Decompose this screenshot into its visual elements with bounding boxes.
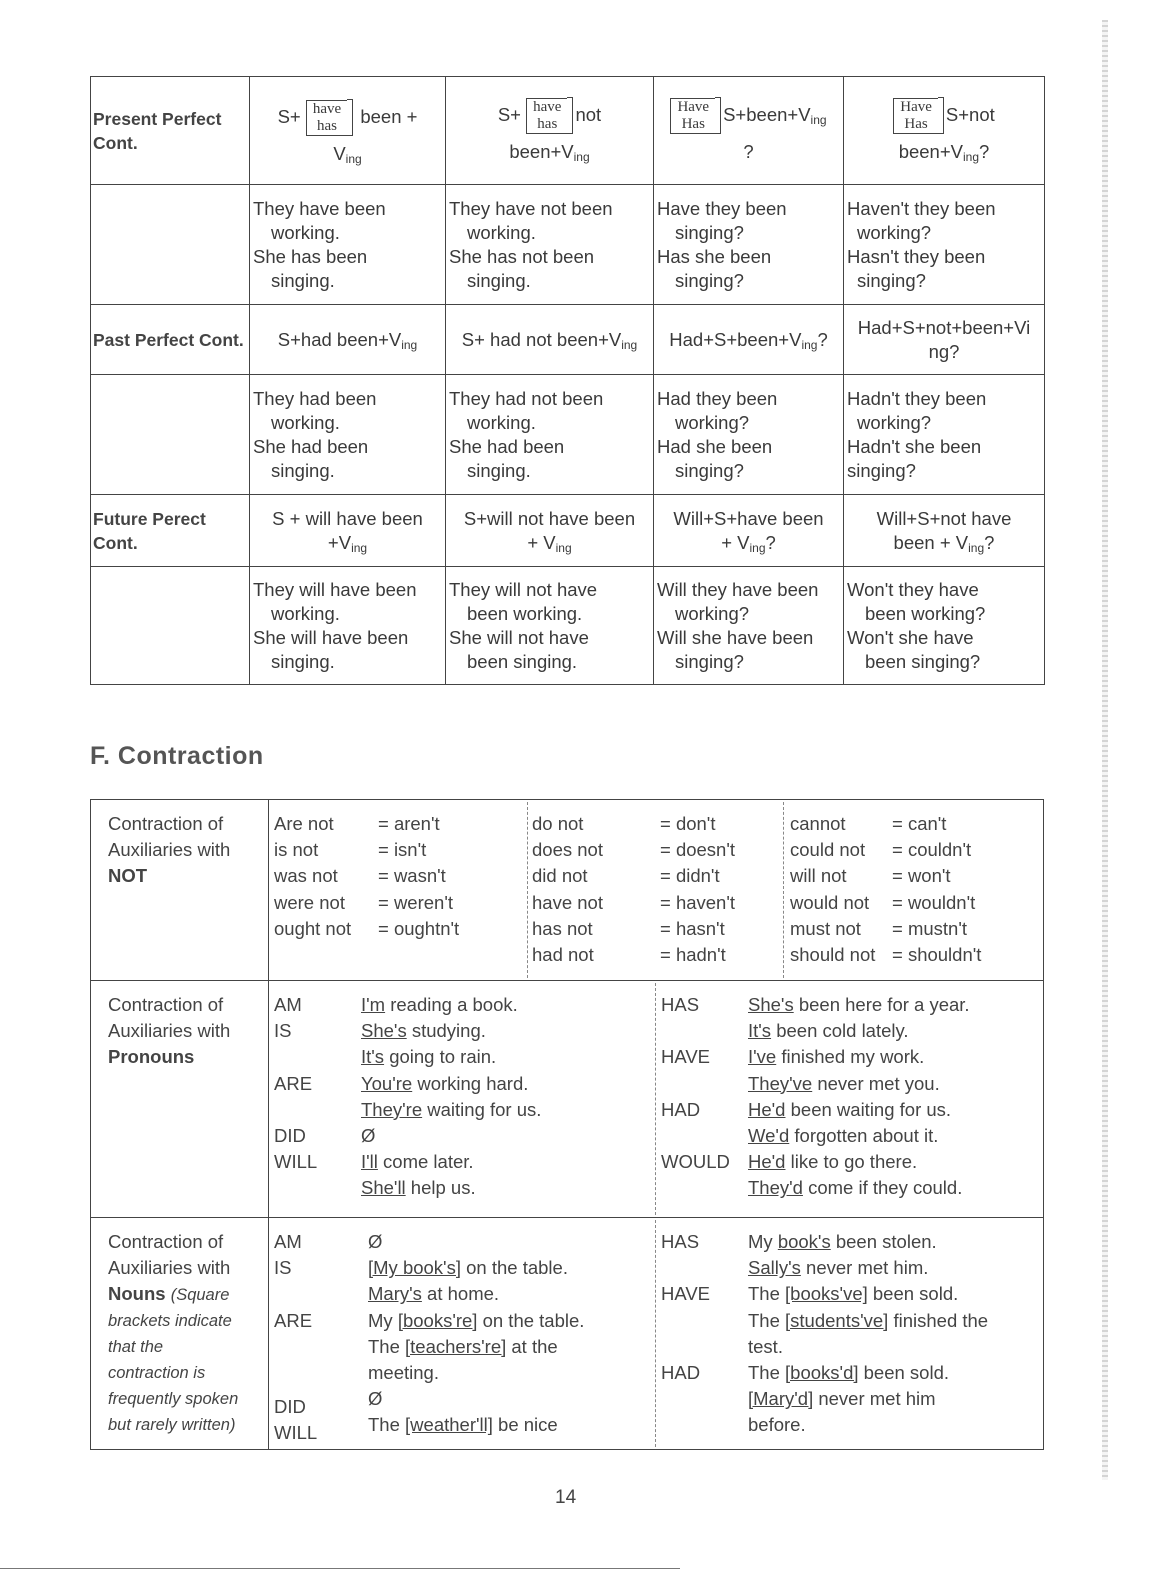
row-label: Contraction of Auxiliaries with Pronouns	[108, 994, 231, 1067]
table-row	[91, 77, 1045, 185]
formula-negative: S+will not have been + $V_{ing}$	[446, 495, 654, 567]
contraction-term: do not	[532, 813, 584, 834]
example-sentence: It's going to rain.	[361, 1046, 497, 1068]
contraction-result: = couldn't	[892, 839, 972, 861]
example-sentence: The [weather'll] be nice	[368, 1414, 558, 1436]
example-cell: They have been working. She has been singing.	[250, 185, 446, 305]
example-sentence: before.	[748, 1414, 806, 1436]
auxiliary-label: WILL	[274, 1422, 318, 1444]
scan-bottom-line	[0, 1568, 680, 1569]
auxiliary-label: WOULD	[661, 1151, 730, 1173]
contraction-result: = oughtn't	[378, 917, 460, 939]
auxiliary-label: HAS	[661, 1231, 700, 1252]
example-sentence: I'll come later.	[361, 1151, 474, 1173]
contraction-result: = mustn't	[892, 917, 967, 939]
page-number: 14	[555, 1487, 577, 1508]
tense-label: Present Perfect Cont.	[91, 77, 250, 185]
contraction-term: is not	[274, 839, 319, 861]
auxiliary-label: HAS	[661, 994, 700, 1015]
scan-edge	[1102, 20, 1108, 1480]
contraction-term: have not	[532, 891, 603, 913]
formula-negative-question: Have Has S+not $been+V_{ing}$?	[844, 77, 1045, 185]
example-cell: They will have been working. She will have been singing.	[250, 567, 446, 685]
contraction-result: = didn't	[660, 865, 720, 887]
contraction-term: ought not	[274, 917, 352, 939]
example-cell: They have not been working. She has not been singing.	[446, 185, 654, 305]
formula-question: Will+S+have been + $V_{ing}$?	[654, 495, 844, 567]
example-sentence: He'd like to go there.	[748, 1151, 918, 1173]
example-sentence: They've never met you.	[748, 1072, 940, 1094]
formula-negative: S+ have has not $been+V_{ing}$	[446, 77, 654, 185]
contraction-result: = can't	[892, 813, 947, 834]
formula-negative: S+ had not $been+V_{ing}$	[446, 305, 654, 375]
contraction-term: Are not	[274, 813, 334, 834]
contraction-result: = isn't	[378, 839, 427, 861]
section-heading: F. Contraction	[90, 742, 264, 770]
contraction-result: = won't	[892, 865, 951, 887]
table-row	[91, 495, 1045, 567]
example-sentence: My [books're] on the table.	[368, 1309, 585, 1331]
example-sentence: The [books've] been sold.	[748, 1283, 959, 1305]
auxiliary-label: HAVE	[661, 1046, 711, 1068]
auxiliary-label: DID	[274, 1396, 306, 1418]
example-sentence: test.	[748, 1335, 783, 1357]
example-sentence: They'd come if they could.	[748, 1177, 963, 1199]
contraction-result: = weren't	[378, 891, 454, 913]
contraction-term: does not	[532, 839, 603, 861]
example-sentence: Mary's at home.	[368, 1283, 500, 1305]
example-sentence: [Mary'd] never met him	[748, 1388, 936, 1410]
contraction-result: = haven't	[660, 891, 736, 913]
table-row	[91, 567, 1045, 685]
example-cell: They will not have been working. She will not have been singing.	[446, 567, 654, 685]
contraction-result: = doesn't	[660, 839, 736, 861]
table-row	[91, 305, 1045, 375]
contraction-term: must not	[790, 917, 861, 939]
example-sentence: The [books'd] been sold.	[748, 1362, 950, 1383]
auxiliary-label: HAD	[661, 1362, 701, 1383]
example-cell: Had they been working? Had she been singing?	[654, 375, 844, 495]
contraction-result: = wasn't	[378, 865, 446, 887]
example-sentence: Ø	[361, 1125, 376, 1146]
contraction-row-not	[91, 800, 1043, 980]
formula-affirmative: S + will have been $+V_{ing}$	[250, 495, 446, 567]
contraction-term: did not	[532, 865, 588, 887]
example-sentence: The [teachers're] at the	[368, 1335, 558, 1357]
example-sentence: My book's been stolen.	[748, 1231, 937, 1252]
auxiliary-label: ARE	[274, 1309, 313, 1331]
example-cell: Have they been singing? Has she been singing?	[654, 185, 844, 305]
table-row	[91, 185, 1045, 305]
example-sentence: Sally's never met him.	[748, 1257, 929, 1279]
formula-negative-question: Had+S+not+been+Vi ng?	[844, 305, 1045, 375]
example-sentence: She's been here for a year.	[748, 994, 970, 1015]
contraction-term: cannot	[790, 813, 846, 834]
example-cell: They had not been working. She had been singing.	[446, 375, 654, 495]
formula-negative-question: Will+S+not have been + $V_{ing}$?	[844, 495, 1045, 567]
tense-label: Future Perect Cont.	[91, 495, 250, 567]
example-sentence: Ø	[368, 1388, 383, 1410]
example-sentence: She'll help us.	[361, 1177, 476, 1199]
contraction-result: = aren't	[378, 813, 440, 834]
row-label: Contraction of Auxiliaries with Nouns (Square brackets indicate that the contraction is frequently spoken but rarely written)	[108, 1231, 239, 1434]
contraction-result: = hasn't	[660, 917, 725, 939]
example-cell: They had been working. She had been singing.	[250, 375, 446, 495]
contraction-result: = hadn't	[660, 944, 726, 965]
example-sentence: He'd been waiting for us.	[748, 1098, 952, 1120]
example-sentence: I'm reading a book.	[361, 994, 518, 1015]
example-sentence: We'd forgotten about it.	[748, 1125, 939, 1146]
contraction-term: will not	[790, 865, 847, 887]
formula-affirmative: S+ have has been + $V_{ing}$	[250, 77, 446, 185]
contraction-result: = shouldn't	[892, 944, 982, 965]
auxiliary-label: HAVE	[661, 1283, 711, 1305]
tense-label: Past Perfect Cont.	[91, 305, 250, 375]
formula-question: $Had+S+been+V_{ing}$?	[654, 305, 844, 375]
example-sentence: meeting.	[368, 1362, 439, 1383]
example-cell: Hadn't they been working? Hadn't she been singing?	[844, 375, 1045, 495]
example-sentence: [My book's] on the table.	[368, 1257, 568, 1279]
contraction-term: should not	[790, 944, 876, 965]
example-sentence: You're working hard.	[361, 1072, 529, 1094]
contraction-term: could not	[790, 839, 866, 861]
contraction-term: would not	[790, 891, 870, 913]
contraction-row-nouns	[91, 1217, 1043, 1449]
auxiliary-label: IS	[274, 1257, 292, 1279]
example-sentence: It's been cold lately.	[748, 1020, 909, 1042]
example-sentence: She's studying.	[361, 1020, 486, 1042]
contraction-result: = wouldn't	[892, 891, 976, 913]
example-cell: Will they have been working? Will she have been singing?	[654, 567, 844, 685]
contraction-term: were not	[274, 891, 345, 913]
auxiliary-label: ARE	[274, 1072, 313, 1094]
example-sentence: I've finished my work.	[748, 1046, 925, 1068]
example-sentence: They're waiting for us.	[361, 1098, 542, 1120]
example-cell: Haven't they been working? Hasn't they been singing?	[844, 185, 1045, 305]
formula-affirmative: S+had $been+V_{ing}$	[250, 305, 446, 375]
contraction-table	[90, 799, 1044, 1450]
formula-question: Have Has $S+been+V_{ing}$ ?	[654, 77, 844, 185]
example-sentence: The [students've] finished the	[748, 1309, 989, 1331]
row-label: Contraction of Auxiliaries with NOT	[108, 813, 231, 886]
contraction-result: = don't	[660, 813, 716, 834]
contraction-term: was not	[274, 865, 338, 887]
example-sentence: Ø	[368, 1231, 383, 1252]
table-row	[91, 375, 1045, 495]
contraction-term: had not	[532, 944, 594, 965]
auxiliary-label: AM	[274, 994, 302, 1015]
auxiliary-label: WILL	[274, 1151, 318, 1173]
tense-table	[90, 76, 1045, 685]
auxiliary-label: AM	[274, 1231, 302, 1252]
contraction-row-pronouns	[91, 980, 1043, 1217]
example-cell: Won't they have been working? Won't she have been singing?	[844, 567, 1045, 685]
auxiliary-label: HAD	[661, 1098, 701, 1120]
contraction-term: has not	[532, 917, 593, 939]
auxiliary-label: IS	[274, 1020, 292, 1042]
auxiliary-label: DID	[274, 1125, 306, 1146]
